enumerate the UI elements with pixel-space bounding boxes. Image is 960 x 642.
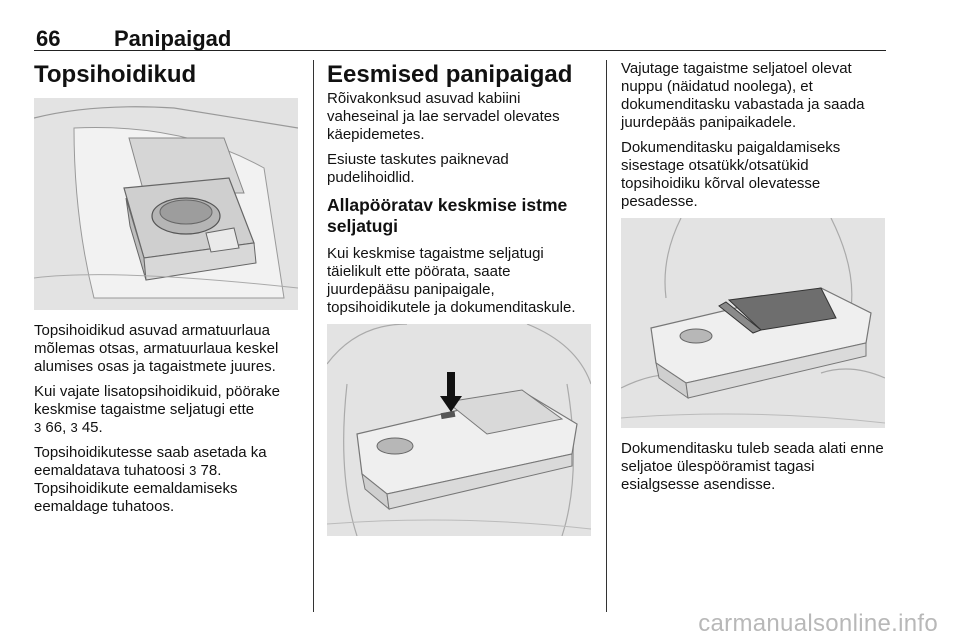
watermark: carmanualsonline.info: [698, 610, 938, 637]
page-ref-link[interactable]: 78.: [200, 462, 222, 479]
folded-seatback-illustration: [327, 324, 591, 536]
paragraph: Topsihoidikud asuvad armatuurlaua mõlemas otsas, armatuurlaua keskel alumises osas ja tagaistmete juures.: [34, 322, 279, 375]
page-ref-icon: 3: [189, 463, 197, 478]
paragraph: Dokumenditasku paigaldamiseks sisestage otsatükk/otsatükid topsihoidiku kõrval olevatesse pesadesse.: [621, 139, 841, 210]
chapter-title: Panipaigad: [114, 26, 232, 51]
page-ref-link[interactable]: 45.: [81, 419, 103, 436]
paragraph: Dokumenditasku tuleb seada alati enne seljatoe ülespööramist tagasi esialgsesse asendisse.: [621, 440, 884, 493]
subsection-heading-fold-down-seatback: Allapööratav keskmise istme seljatugi: [327, 195, 568, 236]
page-ref-icon: 3: [34, 420, 42, 435]
paragraph: Rõivakonksud asuvad kabiini vaheseinal ja lae servadel olevates käepidemetes.: [327, 90, 560, 143]
section-heading-front-storage: Eesmised panipaigad: [327, 61, 573, 88]
column-divider: [313, 60, 314, 612]
column-3: [621, 60, 887, 501]
paragraph: [34, 383, 300, 437]
paragraph-text: Kui vajate lisatopsihoidikuid, pöörake keskmise tagaistme seljatugi ette: [34, 383, 280, 418]
column-divider: [606, 60, 607, 612]
paragraph: Vajutage tagaistme seljatoel olevat nuppu (näidatud noolega), et dokumenditasku vabastada ja saada juurdepääs panipaikadele.: [621, 60, 865, 131]
paragraph: Esiuste taskutes paiknevad pudelihoidlid.: [327, 151, 509, 186]
page-number: 66: [36, 26, 61, 51]
paragraph-text: Topsihoidikute eemaldamiseks eemaldage tuhatoos.: [34, 480, 238, 515]
paragraph: Kui keskmise tagaistme seljatugi täielikult ette pöörata, saate juurdepääsu panipaigale, topsihoidikutele ja dokumenditaskule.: [327, 245, 576, 316]
section-heading-cup-holders: Topsihoidikud: [34, 61, 197, 88]
page-ref-icon: 3: [70, 420, 78, 435]
page-header: [34, 26, 886, 51]
page-ref-link[interactable]: 66,: [45, 419, 67, 436]
document-pocket-illustration: [621, 218, 885, 428]
cup-holder-illustration: [34, 98, 298, 310]
column-2: [327, 60, 593, 546]
paragraph-text: Topsihoidikutesse saab asetada ka eemaldatava tuhatoosi: [34, 444, 267, 479]
paragraph: [34, 444, 300, 516]
column-1: [34, 60, 300, 523]
